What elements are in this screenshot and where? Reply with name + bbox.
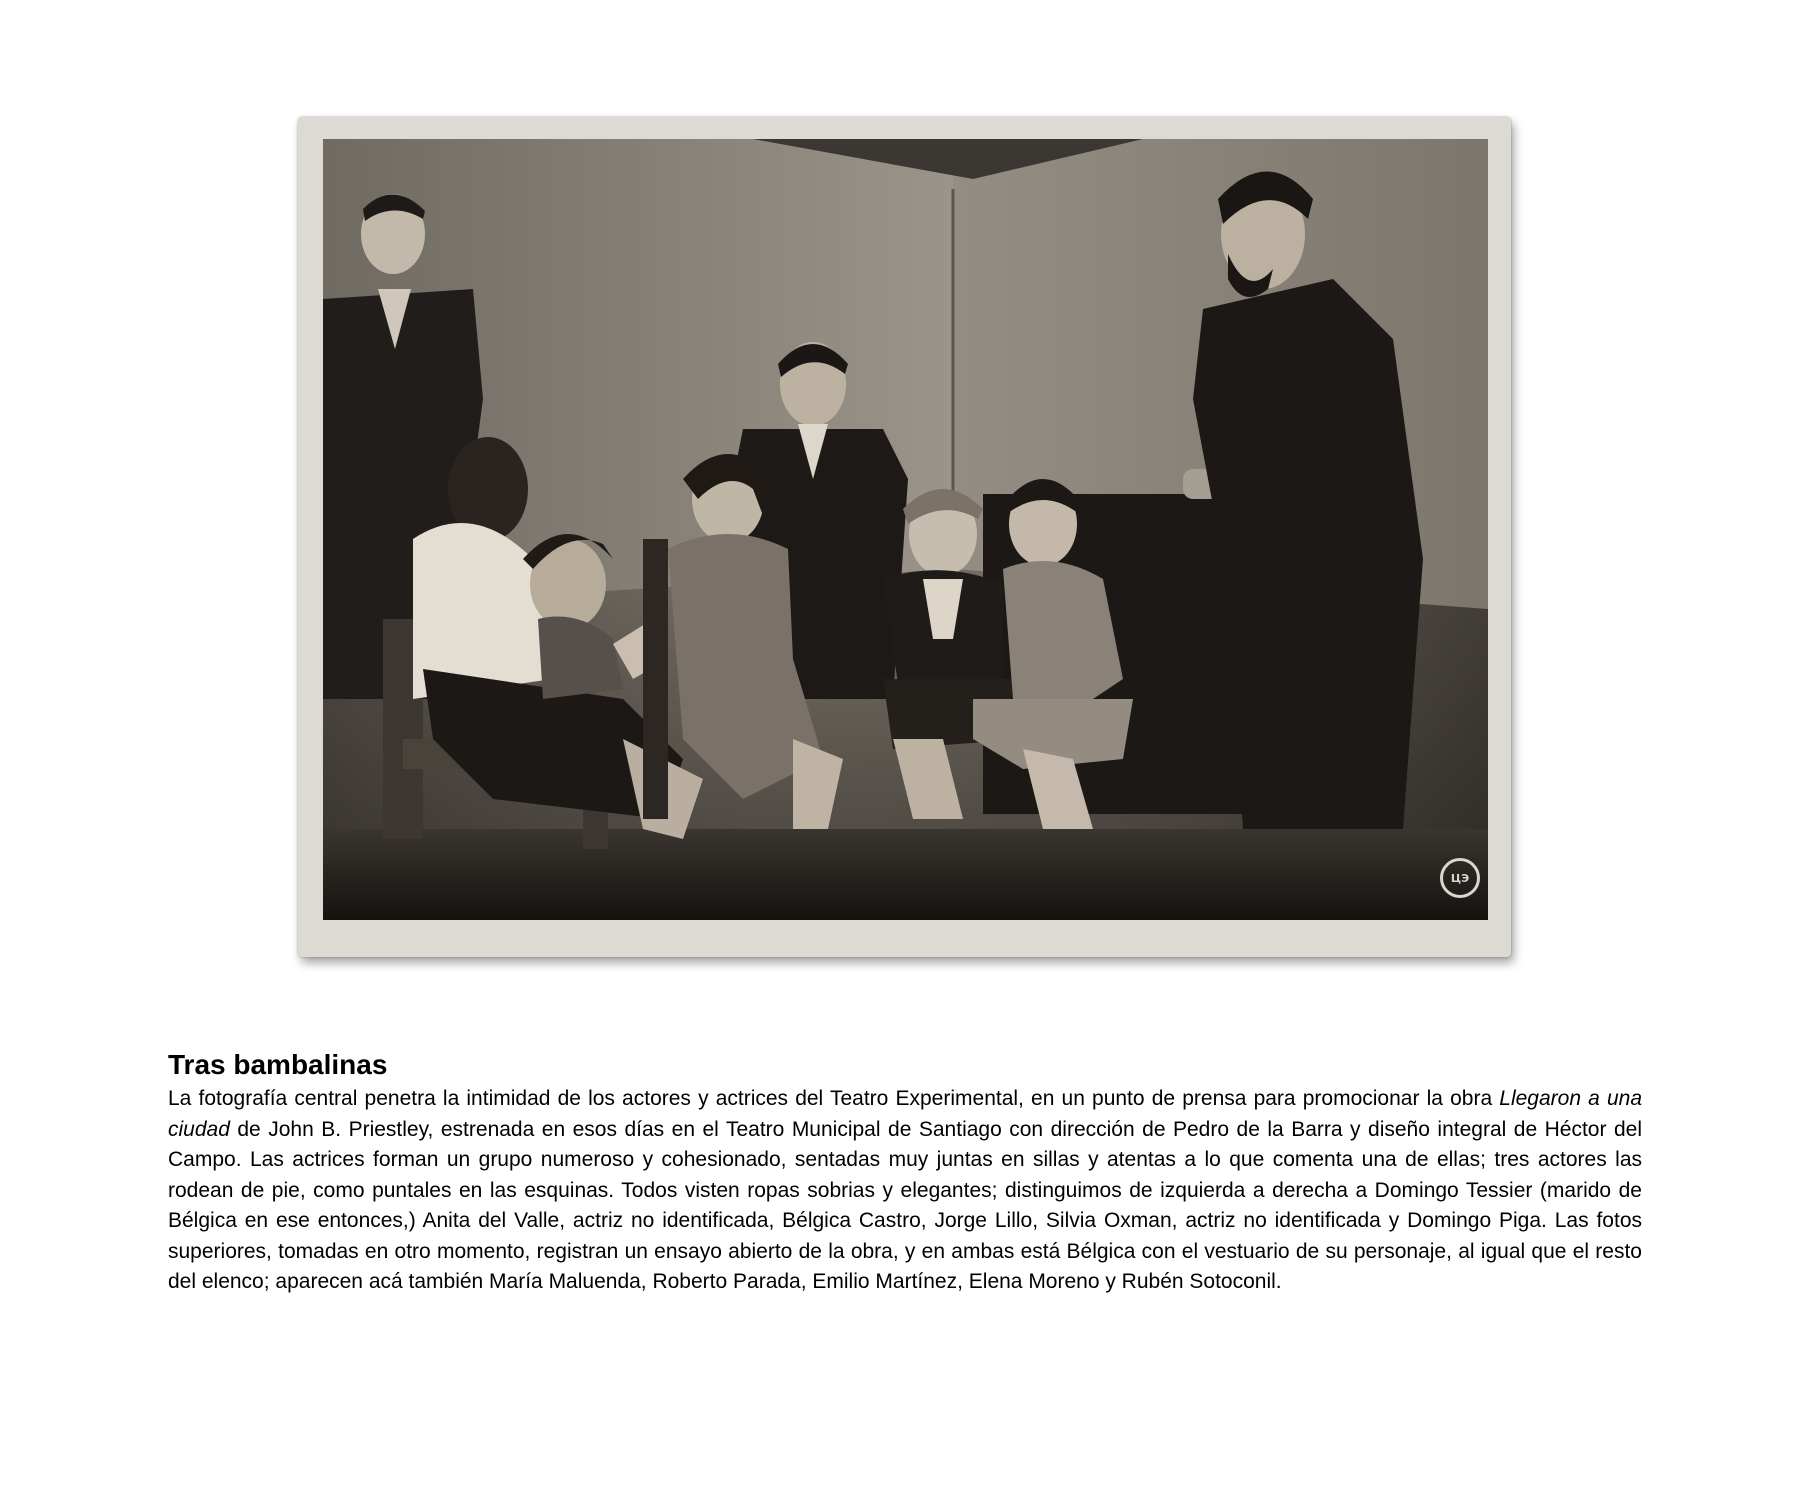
caption-block — [168, 1048, 1642, 1298]
caption-body-part-1: La fotografía central penetra la intimidad de los actores y actrices del Teatro Experimental, en un punto de prensa para promocionar la obra — [168, 1087, 1500, 1110]
archive-stamp: ЦЭ — [1440, 858, 1480, 898]
group-photograph — [323, 139, 1488, 920]
caption-body-part-2: de John B. Priestley, estrenada en esos días en el Teatro Municipal de Santiago con dirección de Pedro de la Barra y diseño integral de Héctor del Campo. Las actrices forman un grupo numeroso y cohesionado, sentadas muy juntas en sillas y atentas a lo que comenta una de ellas; tres actores las rodean de pie, como puntales en las esquinas. Todos visten ropas sobrias y elegantes; distinguimos de izquierda a derecha a Domingo Tessier (marido de Bélgica en ese entonces,) Anita del Valle, actriz no identificada, Bélgica Castro, Jorge Lillo, Silvia Oxman, actriz no identificada y Domingo Piga. Las fotos superiores, tomadas en otro momento, registran un ensayo abierto de la obra, y en ambas está Bélgica con el vestuario de su personaje, al igual que el resto del elenco; aparecen acá también María Maluenda, Roberto Parada, Emilio Martínez, Elena Moreno y Rubén Sotoconil. — [168, 1117, 1642, 1293]
photo-print — [298, 117, 1511, 957]
caption-title: Tras bambalinas — [168, 1049, 388, 1080]
caption-body — [168, 1084, 1642, 1298]
play-title: Llegaron a una ciudad — [168, 1087, 1642, 1141]
photo-illustration — [323, 139, 1488, 920]
